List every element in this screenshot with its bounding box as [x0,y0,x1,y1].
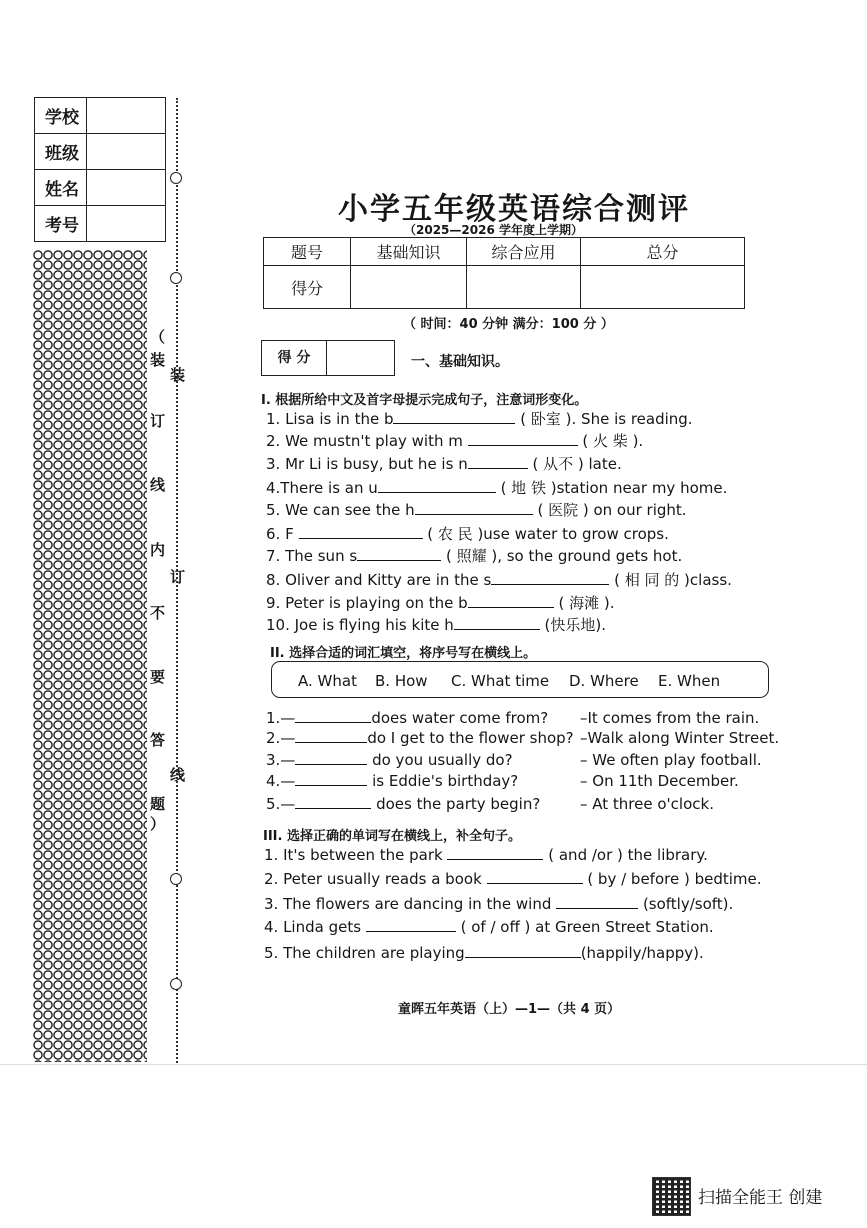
part2-question-5 [266,795,540,813]
part1-question-8 [266,569,732,590]
question-text: 8. Oliver and Kitty are in the s [266,571,492,589]
question-hint: ( 地 铁 )station near my home. [500,479,728,497]
question-text: does water come from? [371,709,549,727]
question-hint: ( 海滩 ). [558,594,615,612]
part3-question-4 [264,918,714,936]
score-cell[interactable] [467,266,581,309]
field-label-name: 姓名 [35,170,87,206]
answer-blank[interactable] [415,502,533,515]
question-text: 5. We can see the h [266,501,415,519]
answer-blank[interactable] [295,773,367,786]
question-number: 3.— [266,751,296,769]
answer-blank[interactable] [299,526,423,539]
answer-blank[interactable] [357,548,441,561]
part1-heading: I. 根据所给中文及首字母提示完成句子，注意词形变化。 [261,393,588,408]
score-header: 总分 [581,238,745,266]
vertical-text-char: 要 [150,668,166,686]
score-cell[interactable] [581,266,745,309]
vertical-text-char: 订 [150,412,166,430]
binding-hole [170,978,182,990]
section-score-label: 得 分 [262,341,327,375]
answer-blank[interactable] [447,847,543,860]
question-text: 3. The flowers are dancing in the wind [264,895,552,913]
part2-question-1 [266,709,548,727]
part3-question-1 [264,846,708,864]
part3-heading: III. 选择正确的单词写在横线上，补全句子。 [263,829,521,844]
part2-answer-1: –It comes from the rain. [580,709,760,727]
question-text: 7. The sun s [266,547,358,565]
vertical-text-char: ） [150,815,166,833]
exam-number-field[interactable] [87,206,166,242]
part1-question-5 [266,499,687,520]
field-label-exam-number: 考号 [35,206,87,242]
question-text: 9. Peter is playing on the b [266,594,468,612]
score-table [263,237,745,309]
question-hint: (softly/soft). [642,895,734,913]
side-text-char: 装 [170,366,186,384]
answer-blank[interactable] [491,572,609,585]
part2-question-3 [266,751,513,769]
part2-answer-2: –Walk along Winter Street. [580,729,780,747]
part1-question-9 [266,592,615,613]
question-text: 2. Peter usually reads a book [264,870,482,888]
question-text: 1. It's between the park [264,846,443,864]
word-option: B. How [375,672,428,690]
question-hint: ( and /or ) the library. [548,846,708,864]
score-header: 基础知识 [351,238,467,266]
binding-hole [170,873,182,885]
question-text: 4. Linda gets [264,918,362,936]
side-text-char: 订 [170,568,186,586]
score-header: 题号 [264,238,351,266]
scanner-watermark: 扫描全能王 创建 [698,1188,823,1208]
part3-question-5 [264,944,704,962]
class-field[interactable] [87,134,166,170]
student-info-table [34,97,166,242]
answer-blank[interactable] [295,710,371,723]
vertical-text-char: 题 [150,795,166,813]
answer-blank[interactable] [468,456,528,469]
answer-blank[interactable] [295,730,367,743]
question-number: 2.— [266,729,296,747]
question-text: 1. Lisa is in the b [266,410,394,428]
word-option: E. When [658,672,721,690]
answer-blank[interactable] [295,752,367,765]
question-text: 10. Joe is flying his kite h [266,616,454,634]
part1-question-4 [266,477,727,498]
vertical-text-char: 答 [150,731,166,749]
question-number: 4.— [266,772,296,790]
question-number: 5.— [266,795,296,813]
answer-blank[interactable] [366,919,456,932]
school-field[interactable] [87,98,166,134]
section-score-box [261,340,395,376]
part1-question-7 [266,545,682,566]
answer-blank[interactable] [378,480,496,493]
score-cell[interactable] [351,266,467,309]
answer-blank[interactable] [465,945,581,958]
vertical-text-char: （ [150,328,166,346]
vertical-text-char: 内 [150,541,166,559]
question-hint: ( 农 民 )use water to grow crops. [427,525,669,543]
question-hint: ( 卧室 ). She is reading. [520,410,693,428]
answer-blank[interactable] [393,411,515,424]
part3-question-2 [264,870,762,888]
question-text: 2. We mustn't play with m [266,432,463,450]
question-text: 4.There is an u [266,479,378,497]
question-text: 6. F [266,525,294,543]
qr-code-icon [652,1177,691,1216]
word-option: D. Where [569,672,639,690]
side-text-char: 线 [170,766,186,784]
section-title: 一、基础知识。 [411,354,509,370]
page-divider [0,1064,867,1065]
time-info: （ 时间：40 分钟 满分：100 分 ） [403,317,614,332]
word-option: C. What time [451,672,550,690]
question-hint: ( 从不 ) late. [532,455,622,473]
page-footer: 童晖五年英语（上）—1—（共 4 页） [398,1002,621,1017]
question-hint: ( by / before ) bedtime. [587,870,762,888]
vertical-text-char: 线 [150,476,166,494]
question-hint: ( 医院 ) on our right. [537,501,687,519]
name-field[interactable] [87,170,166,206]
part3-question-3 [264,895,733,913]
question-hint: ( of / off ) at Green Street Station. [460,918,714,936]
question-text: 3. Mr Li is busy, but he is n [266,455,468,473]
binding-hole [170,172,182,184]
part1-question-2 [266,430,643,451]
score-header: 综合应用 [467,238,581,266]
page-title: 小学五年级英语综合测评 [338,192,690,227]
part2-question-2 [266,729,574,747]
part1-question-3 [266,453,622,474]
part2-heading: II. 选择合适的词汇填空，将序号写在横线上。 [270,646,537,661]
binding-pattern [33,250,147,1062]
binding-hole [170,272,182,284]
question-hint: (快乐地). [544,616,607,634]
field-label-class: 班级 [35,134,87,170]
question-text: does the party begin? [376,795,541,813]
question-hint: ( 照耀 ), so the ground gets hot. [445,547,683,565]
question-hint: ( 火 柴 ). [582,432,644,450]
part2-answer-5: – At three o'clock. [580,795,714,813]
question-text: do you usually do? [372,751,513,769]
question-text: do I get to the flower shop? [367,729,574,747]
school-year: （2025—2026 学年度上学期） [404,223,583,237]
part1-question-6 [266,523,669,544]
answer-blank[interactable] [556,896,638,909]
score-row-label: 得分 [264,266,351,309]
question-number: 1.— [266,709,296,727]
answer-blank[interactable] [468,433,578,446]
answer-blank[interactable] [454,617,540,630]
question-text: is Eddie's birthday? [372,772,519,790]
part2-answer-3: – We often play football. [580,751,762,769]
question-text: 5. The children are playing [264,944,465,962]
answer-blank[interactable] [295,796,371,809]
question-hint: ( 相 同 的 )class. [614,571,732,589]
part2-question-4 [266,772,518,790]
part1-question-1 [266,408,693,429]
part1-question-10 [266,614,606,635]
vertical-text-char: 不 [150,604,166,622]
field-label-school: 学校 [35,98,87,134]
answer-blank[interactable] [468,595,554,608]
answer-blank[interactable] [487,871,583,884]
vertical-text-char: 装 [150,351,166,369]
part2-answer-4: – On 11th December. [580,772,739,790]
question-hint: (happily/happy). [580,944,704,962]
word-option: A. What [298,672,357,690]
